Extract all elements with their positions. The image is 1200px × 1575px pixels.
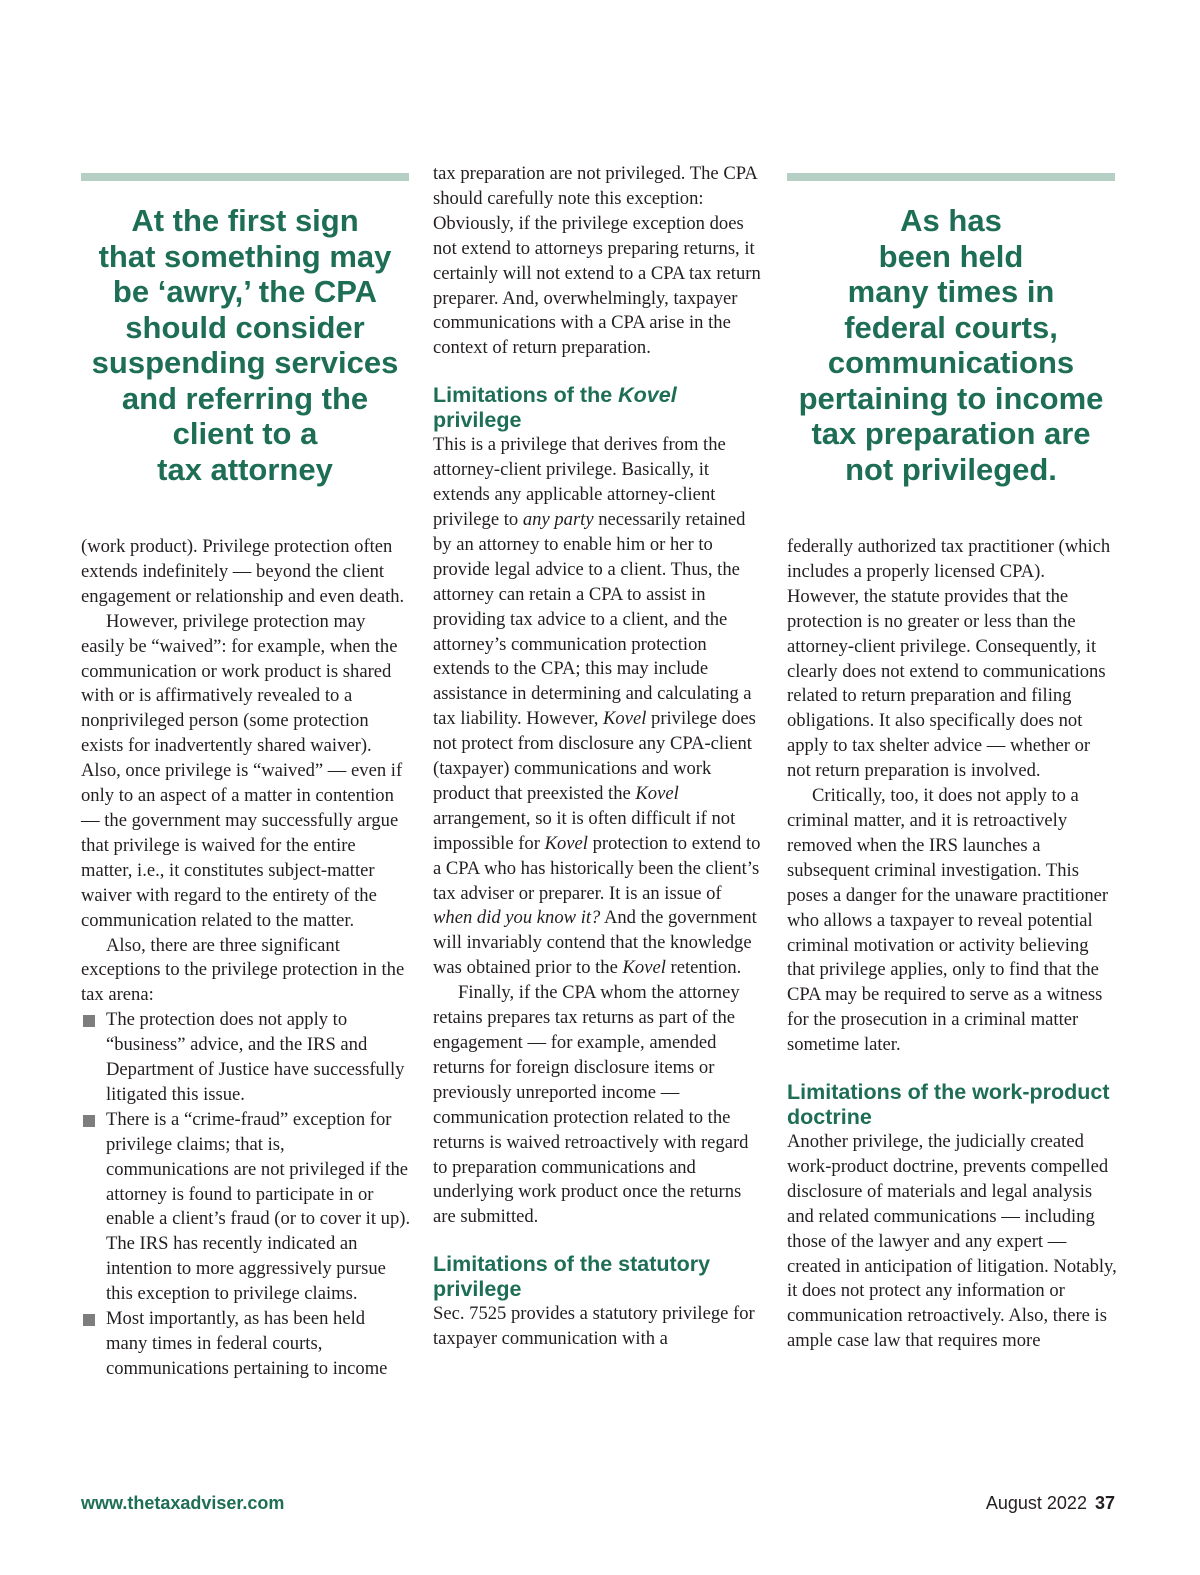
pullquote-left: At the first sign that something may be ‘awry,’ the CPA should consider suspending services and referring the client to a tax attorney bbox=[91, 203, 399, 487]
paragraph: Also, there are three significant exceptions to the privilege protection in the tax arena: bbox=[81, 934, 405, 1006]
paragraph: Another privilege, the judicially created work-product doctrine, prevents compelled disclosure of materials and legal analysis and related communications — including those of the lawyer and any expert — created in anticipation of litigation. Notably, it does not protect any information or communication retroactively. Also, there is ample case law that requires more bbox=[787, 1131, 1117, 1352]
paragraph: Sec. 7525 provides a statutory privilege for taxpayer communication with a bbox=[433, 1303, 755, 1350]
section-heading-statutory: Limitations of the statutory privilege bbox=[433, 1252, 711, 1302]
bullet-item: Most importantly, as has been held many times in federal courts, communications pertaining to income bbox=[81, 1307, 411, 1382]
page-number: 37 bbox=[1094, 1493, 1115, 1513]
square-bullet-icon bbox=[83, 1314, 95, 1326]
column-3 bbox=[787, 535, 1117, 1354]
paragraph: Critically, too, it does not apply to a criminal matter, and it is retroactively removed when the IRS launches a subsequent criminal investigation. This poses a danger for the unaware practitioner who allows a taxpayer to reveal potential criminal motivation or activity believing that privilege applies, only to find that the CPA may be required to serve as a witness for the prosecution in a criminal matter sometime later. bbox=[787, 785, 1109, 1056]
paragraph: (work product). Privilege protection often extends indefinitely — beyond the client engagement or relationship and even death. bbox=[81, 536, 405, 607]
paragraph: However, privilege protection may easily be “waived”: for example, when the communication or work product is shared with or is affirmatively revealed to a nonprivileged person (some protection exists for inadvertently shared waiver). Also, once privilege is “waived” — even if only to an aspect of a matter in contention — the government may successfully argue that privilege is waived for the entire matter, i.e., it constitutes subject-matter waiver with regard to the entirety of the communication related to the matter. bbox=[81, 610, 403, 931]
right-pullquote-rule bbox=[787, 173, 1115, 181]
square-bullet-icon bbox=[83, 1015, 95, 1027]
square-bullet-icon bbox=[83, 1115, 95, 1127]
page-footer bbox=[986, 1493, 1115, 1514]
section-heading-kovel: Limitations of the Kovel privilege bbox=[433, 383, 677, 433]
left-pullquote-rule bbox=[81, 173, 409, 181]
bullet-item: The protection does not apply to “business” advice, and the IRS and Department of Justice have successfully litigated this issue. bbox=[81, 1008, 411, 1108]
section-heading-work-product: Limitations of the work-product doctrine bbox=[787, 1080, 1110, 1130]
website-link[interactable]: www.thetaxadviser.com bbox=[81, 1493, 285, 1513]
paragraph: federally authorized tax practitioner (which includes a properly licensed CPA). However, the statute provides that the protection is no greater or less than the attorney-client privilege. Consequently, it clearly does not extend to communications related to return preparation and filing obligations. It also specifically does not apply to tax shelter advice — whether or not return preparation is involved. bbox=[787, 536, 1111, 782]
column-1 bbox=[81, 535, 411, 1382]
bullet-item: There is a “crime-fraud” exception for privilege claims; that is, communications are not privileged if the attorney is found to participate in or enable a client’s fraud (or to cover it up). The IRS has recently indicated an intention to more aggressively pursue this exception to privilege claims. bbox=[81, 1108, 411, 1307]
paragraph: tax preparation are not privileged. The CPA should carefully note this exception: Obviously, if the privilege exception does not extend to attorneys preparing returns, it certainly will not extend to a CPA tax return preparer. And, overwhelmingly, taxpayer communications with a CPA arise in the context of return preparation. bbox=[433, 163, 761, 359]
issue-date: August 2022 bbox=[985, 1493, 1087, 1513]
paragraph: This is a privilege that derives from the attorney-client privilege. Basically, it extends any applicable attorney-client privilege to any party necessarily retained by an attorney to enable him or her to provide legal advice to a client. Thus, the attorney can retain a CPA to assist in providing tax advice to a client, and the attorney’s communication protection extends to the CPA; this may include assistance in determining and calculating a tax liability. However, Kovel privilege does not protect from disclosure any CPA-client (taxpayer) communications and work product that preexisted the Kovel arrangement, so it is often difficult if not impossible for Kovel protection to extend to a CPA who has historically been the client’s tax adviser or preparer. It is an issue of when did you know it? And the government will invariably contend that the knowledge was obtained prior to the Kovel retention. bbox=[433, 434, 761, 979]
paragraph: Finally, if the CPA whom the attorney retains prepares tax returns as part of the engagement — for example, amended returns for foreign disclosure items or previously unreported income — communication protection related to the returns is waived retroactively with regard to preparation communications and underlying work product once the returns are submitted. bbox=[433, 982, 749, 1228]
pullquote-right: As has been held many times in federal courts, communications pertaining to income tax preparation are not privileged. bbox=[798, 203, 1104, 487]
column-2 bbox=[433, 162, 765, 1352]
